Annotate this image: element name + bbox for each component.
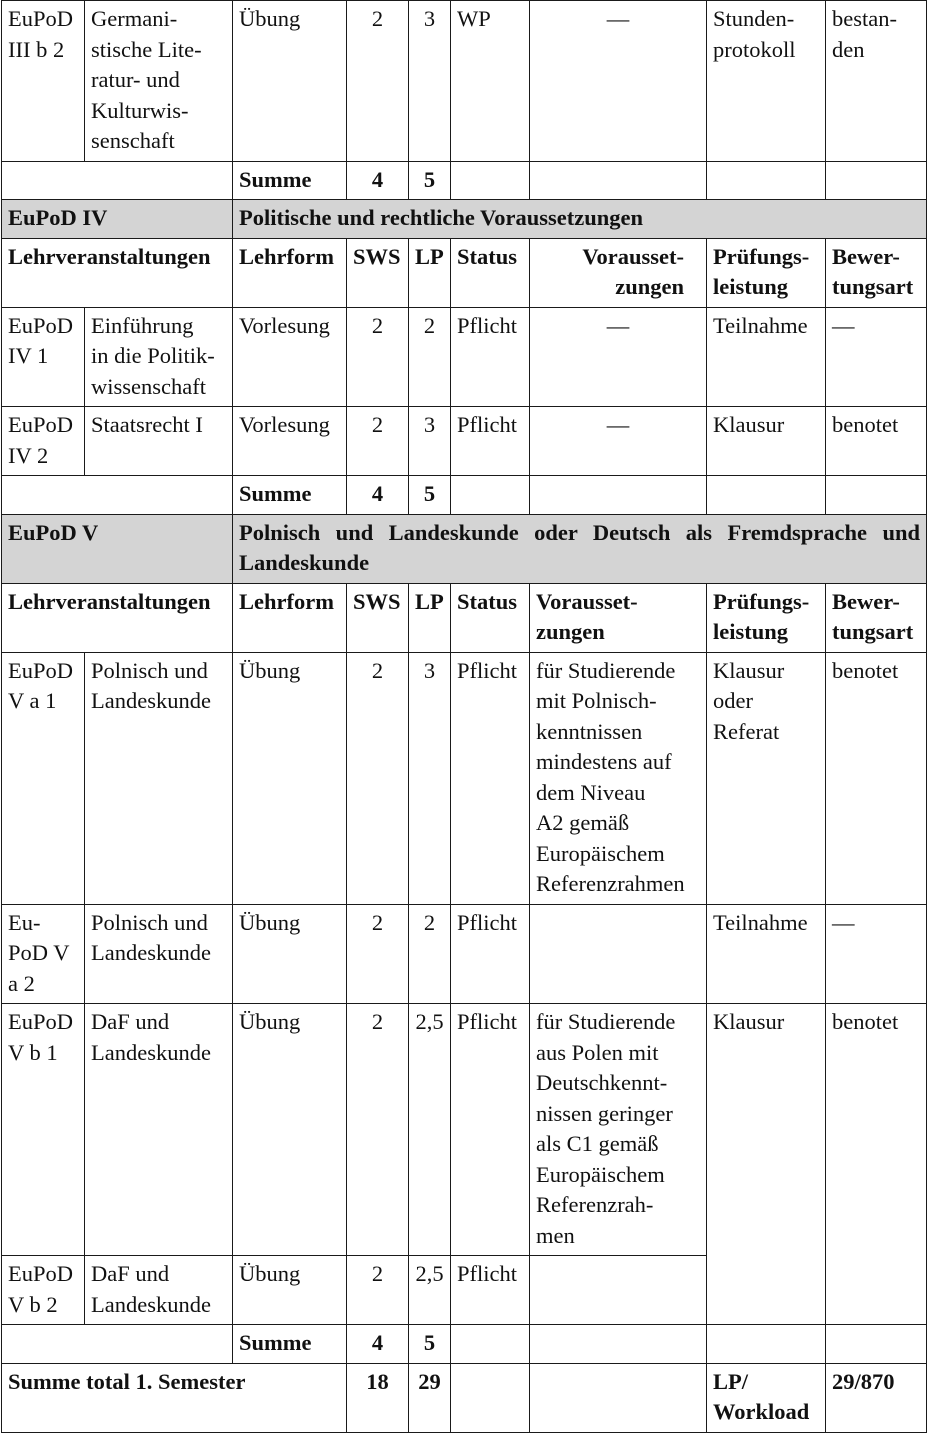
course-sws: 2 <box>347 1256 409 1325</box>
table-row <box>2 407 927 476</box>
course-title: Staatsrecht I <box>85 407 233 476</box>
course-voraussetzungen <box>530 904 707 1004</box>
table-row <box>2 652 927 904</box>
course-pruefungsleistung: Teilnahme <box>707 904 826 1004</box>
course-status: Pflicht <box>451 307 530 407</box>
course-lehrform: Vorlesung <box>233 407 347 476</box>
module-title: Polnisch und Landeskunde oder Deutsch als Fremdsprache und Landeskunde <box>233 514 927 583</box>
course-bewertungsart: benotet <box>826 407 927 476</box>
course-title: Einführung in die Politik- wissenschaft <box>85 307 233 407</box>
sum-label: Summe <box>233 161 347 200</box>
course-lehrform: Übung <box>233 904 347 1004</box>
header-bewertungsart: Bewer- tungsart <box>826 238 927 307</box>
course-status: Pflicht <box>451 904 530 1004</box>
course-status: Pflicht <box>451 652 530 904</box>
table-row <box>2 307 927 407</box>
course-code: EuPoD IV 1 <box>2 307 85 407</box>
header-sws: SWS <box>347 583 409 652</box>
course-lp: 3 <box>409 1 451 162</box>
header-status: Status <box>451 238 530 307</box>
module-code: EuPoD V <box>2 514 233 583</box>
course-lp: 2 <box>409 904 451 1004</box>
course-lehrform: Übung <box>233 1 347 162</box>
header-lehrform: Lehrform <box>233 583 347 652</box>
column-header-row <box>2 238 927 307</box>
course-sws: 2 <box>347 1 409 162</box>
module-header-row <box>2 514 927 583</box>
course-status: Pflicht <box>451 1004 530 1256</box>
module-code: EuPoD IV <box>2 200 233 239</box>
header-pruefungsleistung: Prüfungs- leistung <box>707 238 826 307</box>
header-bewertungsart: Bewer- tungsart <box>826 583 927 652</box>
header-status: Status <box>451 583 530 652</box>
sum-label: Summe <box>233 476 347 515</box>
total-sws: 18 <box>347 1363 409 1432</box>
course-code: EuPoD V b 1 <box>2 1004 85 1256</box>
course-lp: 2,5 <box>409 1004 451 1256</box>
course-title: DaF und Landeskunde <box>85 1256 233 1325</box>
course-lp: 3 <box>409 652 451 904</box>
sum-row <box>2 1325 927 1364</box>
course-bewertungsart: — <box>826 904 927 1004</box>
course-code: EuPoD V b 2 <box>2 1256 85 1325</box>
course-title: Germani- stische Lite- ratur- und Kulturwis- senschaft <box>85 1 233 162</box>
course-code: Eu- PoD V a 2 <box>2 904 85 1004</box>
course-pruefungsleistung: Stunden- protokoll <box>707 1 826 162</box>
course-sws: 2 <box>347 307 409 407</box>
header-lp: LP <box>409 238 451 307</box>
sum-sws: 4 <box>347 476 409 515</box>
sum-sws: 4 <box>347 161 409 200</box>
course-voraussetzungen: für Studierende aus Polen mit Deutschkennt- nissen geringer als C1 gemäß Europäischem Referenzrah- men <box>530 1004 707 1256</box>
course-status: Pflicht <box>451 407 530 476</box>
module-table <box>1 0 927 1433</box>
header-voraussetzungen: Vorausset- zungen <box>530 583 707 652</box>
course-pruefungsleistung: Klausur <box>707 407 826 476</box>
course-voraussetzungen: — <box>530 407 707 476</box>
sum-lp: 5 <box>409 1325 451 1364</box>
total-workload-label: LP/ Workload <box>707 1363 826 1432</box>
course-lehrform: Übung <box>233 652 347 904</box>
course-sws: 2 <box>347 1004 409 1256</box>
course-status: Pflicht <box>451 1256 530 1325</box>
course-code: EuPoD V a 1 <box>2 652 85 904</box>
sum-label: Summe <box>233 1325 347 1364</box>
course-pruefungsleistung: Klausur <box>707 1004 826 1325</box>
column-header-row <box>2 583 927 652</box>
module-title: Politische und rechtliche Voraussetzungen <box>233 200 927 239</box>
course-title: Polnisch und Landeskunde <box>85 652 233 904</box>
course-lp: 3 <box>409 407 451 476</box>
course-pruefungsleistung: Klausur oder Referat <box>707 652 826 904</box>
course-sws: 2 <box>347 904 409 1004</box>
table-row <box>2 904 927 1004</box>
course-voraussetzungen: für Studierende mit Polnisch- kenntnissen mindestens auf dem Niveau A2 gemäß Europäischem Referenzrahmen <box>530 652 707 904</box>
header-lp: LP <box>409 583 451 652</box>
header-voraussetzungen: Vorausset- zungen <box>530 238 707 307</box>
course-title: Polnisch und Landeskunde <box>85 904 233 1004</box>
module-header-row <box>2 200 927 239</box>
sum-row <box>2 161 927 200</box>
course-lehrform: Übung <box>233 1004 347 1256</box>
course-voraussetzungen: — <box>530 1 707 162</box>
course-voraussetzungen: — <box>530 307 707 407</box>
total-label: Summe total 1. Semester <box>2 1363 347 1432</box>
total-lp: 29 <box>409 1363 451 1432</box>
course-bewertungsart: benotet <box>826 1004 927 1325</box>
header-lehrveranstaltungen: Lehrveranstaltungen <box>2 238 233 307</box>
header-sws: SWS <box>347 238 409 307</box>
course-pruefungsleistung: Teilnahme <box>707 307 826 407</box>
course-sws: 2 <box>347 407 409 476</box>
sum-lp: 5 <box>409 161 451 200</box>
course-code: EuPoD III b 2 <box>2 1 85 162</box>
header-lehrveranstaltungen: Lehrveranstaltungen <box>2 583 233 652</box>
course-lp: 2,5 <box>409 1256 451 1325</box>
course-title: DaF und Landeskunde <box>85 1004 233 1256</box>
course-bewertungsart: benotet <box>826 652 927 904</box>
course-lp: 2 <box>409 307 451 407</box>
course-status: WP <box>451 1 530 162</box>
sum-row <box>2 476 927 515</box>
total-workload-value: 29/870 <box>826 1363 927 1432</box>
course-code: EuPoD IV 2 <box>2 407 85 476</box>
header-pruefungsleistung: Prüfungs- leistung <box>707 583 826 652</box>
sum-lp: 5 <box>409 476 451 515</box>
table-row <box>2 1004 927 1256</box>
course-lehrform: Vorlesung <box>233 307 347 407</box>
total-row <box>2 1363 927 1432</box>
course-bewertungsart: — <box>826 307 927 407</box>
sum-sws: 4 <box>347 1325 409 1364</box>
course-sws: 2 <box>347 652 409 904</box>
table-row <box>2 1 927 162</box>
course-bewertungsart: bestan- den <box>826 1 927 162</box>
course-lehrform: Übung <box>233 1256 347 1325</box>
header-lehrform: Lehrform <box>233 238 347 307</box>
